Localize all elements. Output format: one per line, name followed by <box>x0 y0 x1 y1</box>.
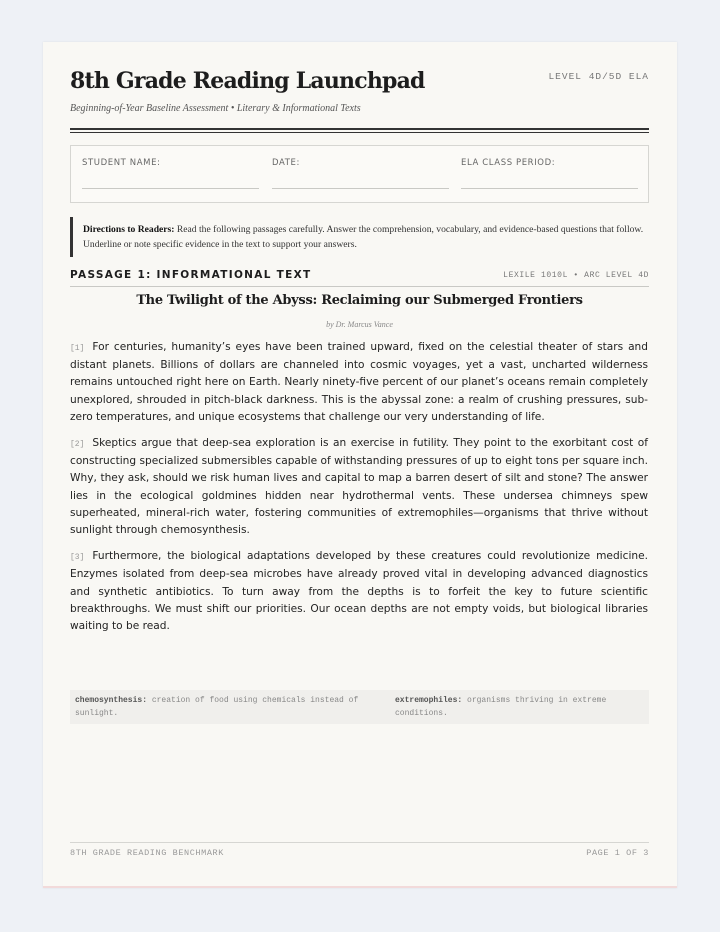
header-rule-thin <box>70 132 649 133</box>
paragraph-text: For centuries, humanity’s eyes have been trained upward, fixed on the celestial theater of stars and distant planets. Billions of dollars are channeled into cosmic voyages, yet a vast, uncharted wilderness remains untouched right here on Earth. Nearly ninety-five percent of our planet’s oceans remain completely unexplored, shrouded in pitch-black darkness. This is the abyssal zone: a realm of crushing pressures, sub-zero temperatures, and unique ecosystems that challenge our very understanding of life. <box>70 341 648 423</box>
glossary-term: extremophiles: <box>395 696 463 705</box>
lexile-tag: LEXILE 1010L • ARC LEVEL 4D <box>503 271 649 280</box>
worksheet-page <box>43 42 677 888</box>
glossary-item <box>75 695 365 720</box>
directions-text: Read the following passages carefully. Answer the comprehension, vocabulary, and evidence-based questions that follow. Underline or note specific evidence in the text to support your answers. <box>83 224 644 250</box>
glossary-term: chemosynthesis: <box>75 696 148 705</box>
paragraph <box>70 435 648 539</box>
paragraph <box>70 548 648 635</box>
class-period-label: ELA CLASS PERIOD: <box>461 158 556 168</box>
directions-label: Directions to Readers: <box>83 224 175 235</box>
student-name-line[interactable] <box>82 188 259 189</box>
page-number: PAGE 1 OF 3 <box>586 848 649 858</box>
glossary-item <box>395 695 645 720</box>
glossary-definition: creation of food using chemicals instead of sunlight. <box>75 696 359 718</box>
header-rule <box>70 128 649 130</box>
glossary-box <box>70 690 649 724</box>
glossary-definition: organisms thriving in extreme conditions. <box>395 696 607 718</box>
footer-rule <box>70 842 649 843</box>
paragraph-text: Skeptics argue that deep-sea exploration is an exercise in futility. They point to the exorbitant cost of constructing specialized submersibles capable of withstanding pressures of up to eight tons per square inch. Why, they ask, should we risk human lives and capital to map a barren desert of silt and stone? The answer lies in the ecological goldmines hidden near hydrothermal vents. These undersea chimneys spew superheated, mineral-rich water, fostering communities of extremophiles—organisms that thrive without sunlight through chemosynthesis. <box>70 437 648 537</box>
student-name-label: STUDENT NAME: <box>82 158 161 168</box>
footer-label: 8TH GRADE READING BENCHMARK <box>70 848 224 858</box>
class-period-line[interactable] <box>461 188 638 189</box>
paragraph-number: [2] <box>70 440 85 450</box>
paragraph-number: [3] <box>70 553 85 563</box>
page-title: 8th Grade Reading Launchpad <box>70 68 425 94</box>
student-info-box <box>70 145 649 203</box>
level-tag: LEVEL 4D/5D ELA <box>548 71 649 82</box>
directions-box <box>70 217 649 257</box>
paragraph-number: [1] <box>70 344 85 353</box>
student-name-field[interactable] <box>82 158 259 189</box>
passage-heading: PASSAGE 1: INFORMATIONAL TEXT <box>70 269 312 281</box>
article-byline: by Dr. Marcus Vance <box>326 320 393 329</box>
article-body <box>70 339 648 644</box>
class-period-field[interactable] <box>461 158 638 189</box>
date-line[interactable] <box>272 188 449 189</box>
date-label: DATE: <box>272 158 300 168</box>
page-subtitle: Beginning-of-Year Baseline Assessment • Literary & Informational Texts <box>70 103 361 114</box>
paragraph <box>70 339 648 426</box>
article-title: The Twilight of the Abyss: Reclaiming our Submerged Frontiers <box>136 293 583 308</box>
paragraph-text: Furthermore, the biological adaptations developed by these creatures could revolutionize medicine. Enzymes isolated from deep-sea microbes have already proved vital in developing advanced diagnostics and synthetic antibiotics. To turn away from the depths is to forfeit the key to future scientific breakthroughs. We must shift our priorities. Our ocean depths are not empty voids, but biological libraries waiting to be read. <box>70 550 648 633</box>
passage-rule <box>70 286 649 287</box>
date-field[interactable] <box>272 158 449 189</box>
